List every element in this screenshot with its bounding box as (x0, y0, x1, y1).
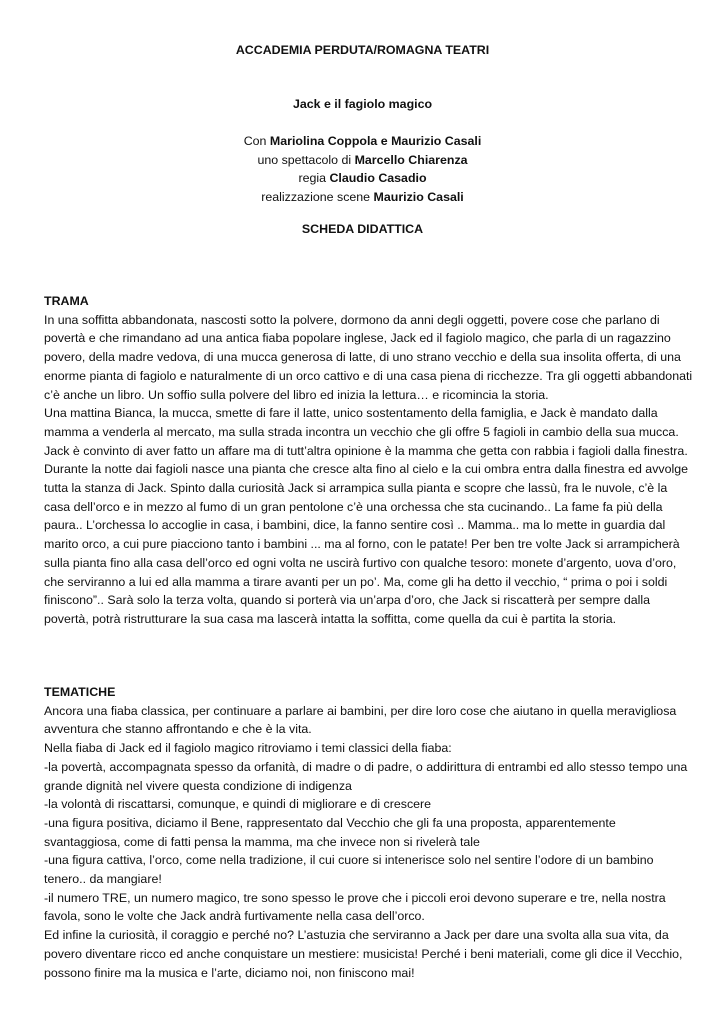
trama-paragraph: Una mattina Bianca, la mucca, smette di fare il latte, unico sostentamento della famiglia, e Jack è mandato dalla mamma a venderla al mercato, ma sulla strada incontra un vecchio che gli offre 5 fagioli in cambio della sua mucca. Jack è convinto di aver fatto un affare ma di tutt’altra opinione è la mamma che getta con rabbia i fagioli dalla finestra. Durante la notte dai fagioli nasce una pianta che cresce alta fino al cielo e la cui ombra entra dalla finestra ed avvolge tutta la stanza di Jack. Spinto dalla curiosità Jack si arrampica sulla pianta e scopre che lassù, fra le nuvole, c’è la casa dell’orco e in mezzo al fumo di un gran pentolone c’è una orchessa che sta cucinando.. La fame fa più della paura.. L’orchessa lo accoglie in casa, i bambini, dice, la fanno sentire così .. Mamma.. ma lo mette in guardia dal marito orco, a cui pure piacciono tanto i bambini ... ma al forno, con le patate! Per ben tre volte Jack si arrampicherà sulla pianta fino alla casa dell’orco ed ogni volta ne uscirà furtivo con qualche tesoro: monete d’argento, uova d’oro, che serviranno a lui ed alla mamma a tirare avanti per un po’. Ma, come gli ha detto il vecchio, “ prima o poi i soldi finiscono”.. Sarà solo la terza volta, quando si porterà via un’arpa d’oro, che Jack si riscatterà per sempre dalla povertà, potrà ristrutturare la sua casa ma lascerà intatta la soffitta, come quella da cui è partita la storia. (44, 406, 689, 626)
cast-line (0, 132, 725, 151)
cast-names: Mariolina Coppola e Maurizio Casali (269, 134, 482, 148)
sets-prefix: realizzazione scene (261, 189, 374, 204)
trama-section (44, 292, 694, 629)
author-prefix: uno spettacolo di (257, 152, 355, 167)
tematiche-paragraph: Ancora una fiaba classica, per continuare a parlare ai bambini, per dire loro cose che aiutano in quella meravigliosa avventura che stanno affrontando e che è la vita. (44, 703, 677, 737)
trama-heading: TRAMA (44, 294, 89, 308)
author-line (0, 151, 725, 170)
show-title: Jack e il fagiolo magico (292, 97, 433, 111)
tematiche-paragraph: -una figura cattiva, l’orco, come nella tradizione, il cui cuore si intenerisce solo nel sentire l’odore di un bambino tenero.. da mangiare! (44, 853, 654, 887)
tematiche-paragraph: -il numero TRE, un numero magico, tre sono spesso le prove che i piccoli eroi devono superare e tre, nella nostra favola, sono le volte che Jack andrà furtivamente nella casa dell’orco. (44, 890, 666, 924)
doc-heading: SCHEDA DIDATTICA (301, 222, 424, 236)
cast-prefix: Con (243, 134, 270, 148)
trama-paragraph: In una soffitta abbandonata, nascosti sotto la polvere, dormono da anni degli oggetti, povere cose che parlano di povertà e che rimandano ad una antica fiaba popolare inglese, Jack ed il fagiolo magico, che parla di un ragazzino povero, della madre vedova, di una mucca generosa di latte, di uno strano vecchio e della sua insolita offerta, di una enorme pianta di fagiolo e naturalmente di un orco cattivo e di una casa piena di ricchezze. Tra gli oggetti abbandonati c’è anche un libro. Un soffio sulla polvere del libro ed inizia la lettura… e ricomincia la storia. (44, 312, 693, 402)
tematiche-paragraph: -una figura positiva, diciamo il Bene, rappresentato dal Vecchio che gli fa una proposta, apparentemente svantaggiosa, come di fatti pensa la mamma, ma che invece non si rivelerà tale (44, 815, 616, 849)
author-name: Marcello Chiarenza (354, 152, 468, 167)
company-header: ACCADEMIA PERDUTA/ROMAGNA TEATRI (235, 43, 490, 57)
director-line (0, 169, 725, 188)
tematiche-paragraph: Nella fiaba di Jack ed il fagiolo magico ritroviamo i temi classici della fiaba: (44, 741, 452, 756)
tematiche-paragraph: -la volontà di riscattarsi, comunque, e quindi di migliorare e di crescere (44, 797, 432, 812)
credits-block (0, 132, 725, 206)
sets-name: Maurizio Casali (373, 189, 464, 204)
tematiche-paragraph: Ed infine la curiosità, il coraggio e perché no? L’astuzia che serviranno a Jack per dare una svolta alla sua vita, da povero diventare ricco ed anche conquistare un mestiere: musicista! Perché i beni materiali, come gli dice il Vecchio, possono finire ma la musica e l’arte, diciamo noi, non finiscono mai! (44, 928, 683, 980)
director-prefix: regia (298, 171, 330, 185)
tematiche-heading: TEMATICHE (44, 685, 116, 699)
director-name: Claudio Casadio (329, 171, 427, 185)
sets-line (0, 188, 725, 207)
tematiche-section (44, 683, 694, 982)
tematiche-paragraph: -la povertà, accompagnata spesso da orfanità, di madre o di padre, o addirittura di entrambi ed allo stesso tempo una grande dignità nel vivere questa condizione di indigenza (44, 759, 688, 793)
